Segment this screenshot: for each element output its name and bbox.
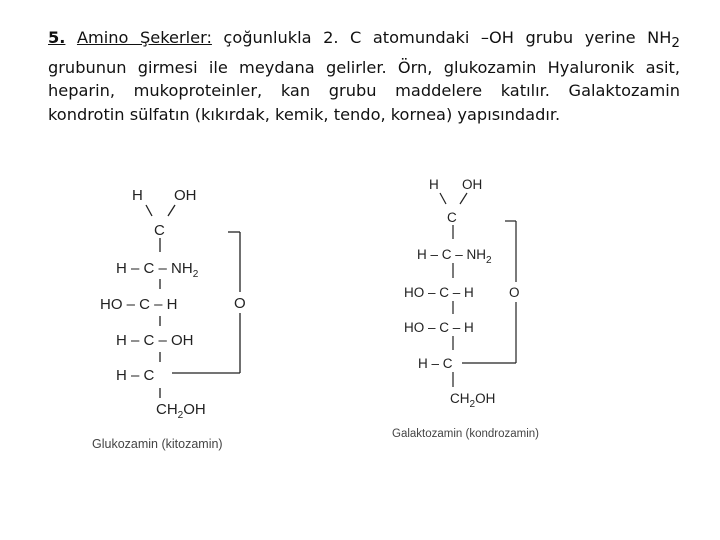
section-number: 5. (48, 28, 66, 47)
paragraph-subscript: 2 (671, 35, 680, 52)
galactosamine-c1: C (447, 210, 457, 225)
glucosamine-row5: H – C (116, 367, 155, 384)
glucosamine-row4: H – C – OH (116, 332, 194, 349)
glucosamine-ring-oxygen: O (234, 295, 246, 312)
galactosamine-row2: H – C – $NH_2$ (417, 247, 492, 266)
galactosamine-row4: HO – C – H (404, 320, 474, 335)
paragraph-text-2: grubunun girmesi ile meydana gelirler. Örn, glukozamin Hyaluronik asit, heparin, mukoproteinler, kan grubu maddelere katılır. Galaktozamin kondrotin sülfatın (kıkırdak, kemik, tendo, kornea) yapısındadır. (48, 57, 680, 124)
paragraph-text-1: çoğunlukla 2. C atomundaki –OH grubu yerine NH (211, 28, 672, 47)
galactosamine-labels (392, 177, 539, 440)
galactosamine-row5: H – C (418, 356, 453, 371)
galactosamine-top-oh: OH (462, 177, 483, 192)
galactosamine-top-h: H (429, 177, 439, 192)
glucosamine-c1: C (154, 222, 165, 239)
glucosamine-bottom: $CH_2OH$ (156, 401, 206, 421)
glucosamine-top-oh: OH (174, 187, 197, 204)
section-heading: Amino Şekerler: (76, 28, 212, 47)
glucosamine-labels (92, 187, 246, 451)
galactosamine-row3: HO – C – H (404, 285, 474, 300)
galactosamine-bottom: $CH_2OH$ (450, 391, 496, 410)
glucosamine-row2: H – C – $NH_2$ (116, 260, 199, 280)
glucosamine-caption: Glukozamin (kitozamin) (92, 437, 223, 451)
galactosamine-caption: Galaktozamin (kondrozamin) (392, 428, 540, 440)
glucosamine-top-h: H (132, 187, 143, 204)
galactosamine-ring-oxygen: O (509, 285, 520, 300)
glucosamine-row3: HO – C – H (100, 296, 178, 313)
